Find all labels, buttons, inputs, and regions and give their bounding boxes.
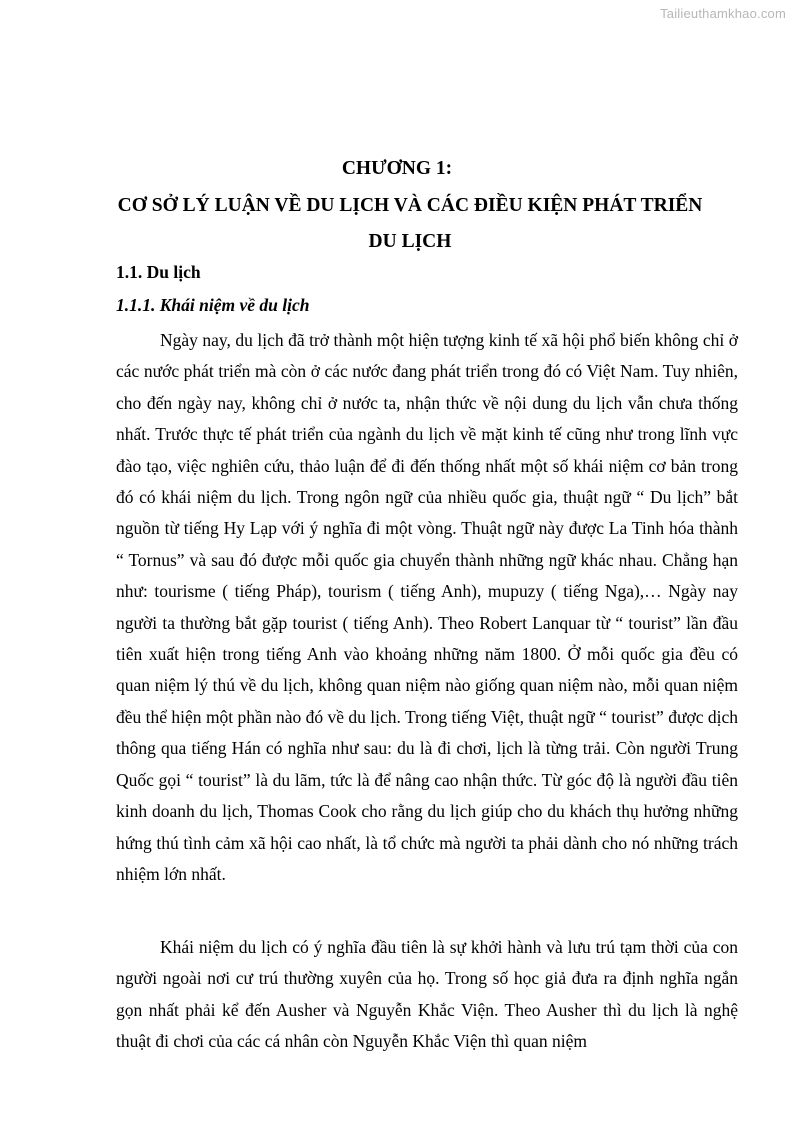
subsection-heading: 1.1.1. Khái niệm về du lịch bbox=[116, 295, 310, 315]
body-paragraph: Khái niệm du lịch có ý nghĩa đầu tiên là sự khởi hành và lưu trú tạm thời của con người ngoài nơi cư trú thường xuyên của họ. Trong số học giả đưa ra định nghĩa ngắn gọn nhất phải kể đến Ausher và Nguyễn Khắc Viện. Theo Ausher thì du lịch là nghệ thuật đi chơi của các cá nhân còn Nguyễn Khắc Viện thì quan niệm bbox=[116, 937, 738, 1052]
section-heading: 1.1. Du lịch bbox=[116, 262, 201, 282]
chapter-number: CHƯƠNG 1: bbox=[341, 158, 453, 179]
body-paragraph: Ngày nay, du lịch đã trở thành một hiện tượng kinh tế xã hội phổ biến không chỉ ở các nước phát triển mà còn ở các nước đang phát triển trong đó có Việt Nam. Tuy nhiên, cho đến ngày nay, không chỉ ở nước ta, nhận thức về nội dung du lịch vẫn chưa thống nhất. Trước thực tế phát triển của ngành du lịch về mặt kinh tế cũng như trong lĩnh vực đào tạo, việc nghiên cứu, thảo luận để đi đến thống nhất một số khái niệm cơ bản trong đó có khái niệm du lịch. Trong ngôn ngữ của nhiều quốc gia, thuật ngữ “ Du lịch” bắt nguồn từ tiếng Hy Lạp với ý nghĩa đi một vòng. Thuật ngữ này được La Tinh hóa thành “ Tornus” và sau đó được mỗi quốc gia chuyển thành những ngữ khác nhau. Chẳng hạn như: tourisme ( tiếng Pháp), tourism ( tiếng Anh), mupuzy ( tiếng Nga),… Ngày nay người ta thường bắt gặp tourist ( tiếng Anh). Theo Robert Lanquar từ “ tourist” lần đầu tiên xuất hiện trong tiếng Anh vào khoảng những năm 1800. Ở mỗi quốc gia đều có quan niệm lý thú về du lịch, không quan niệm nào giống quan niệm nào, mỗi quan niệm đều thể hiện một phần nào đó về du lịch. Trong tiếng Việt, thuật ngữ “ tourist” được dịch thông qua tiếng Hán có nghĩa như sau: du là đi chơi, lịch là từng trải. Còn người Trung Quốc gọi “ tourist” là du lãm, tức là để nâng cao nhận thức. Từ góc độ là người đầu tiên kinh doanh du lịch, Thomas Cook cho rằng du lịch giúp cho du khách thụ hưởng những hứng thú tình cảm xã hội cao nhất, là tổ chức mà người ta phải dành cho nó những trách nhiệm lớn nhất. bbox=[116, 330, 738, 884]
watermark-text: Tailieuthamkhao.com bbox=[660, 6, 786, 21]
chapter-title: CƠ SỞ LÝ LUẬN VỀ DU LỊCH VÀ CÁC ĐIỀU KIỆN PHÁT TRIỂN DU LỊCH bbox=[117, 195, 703, 252]
